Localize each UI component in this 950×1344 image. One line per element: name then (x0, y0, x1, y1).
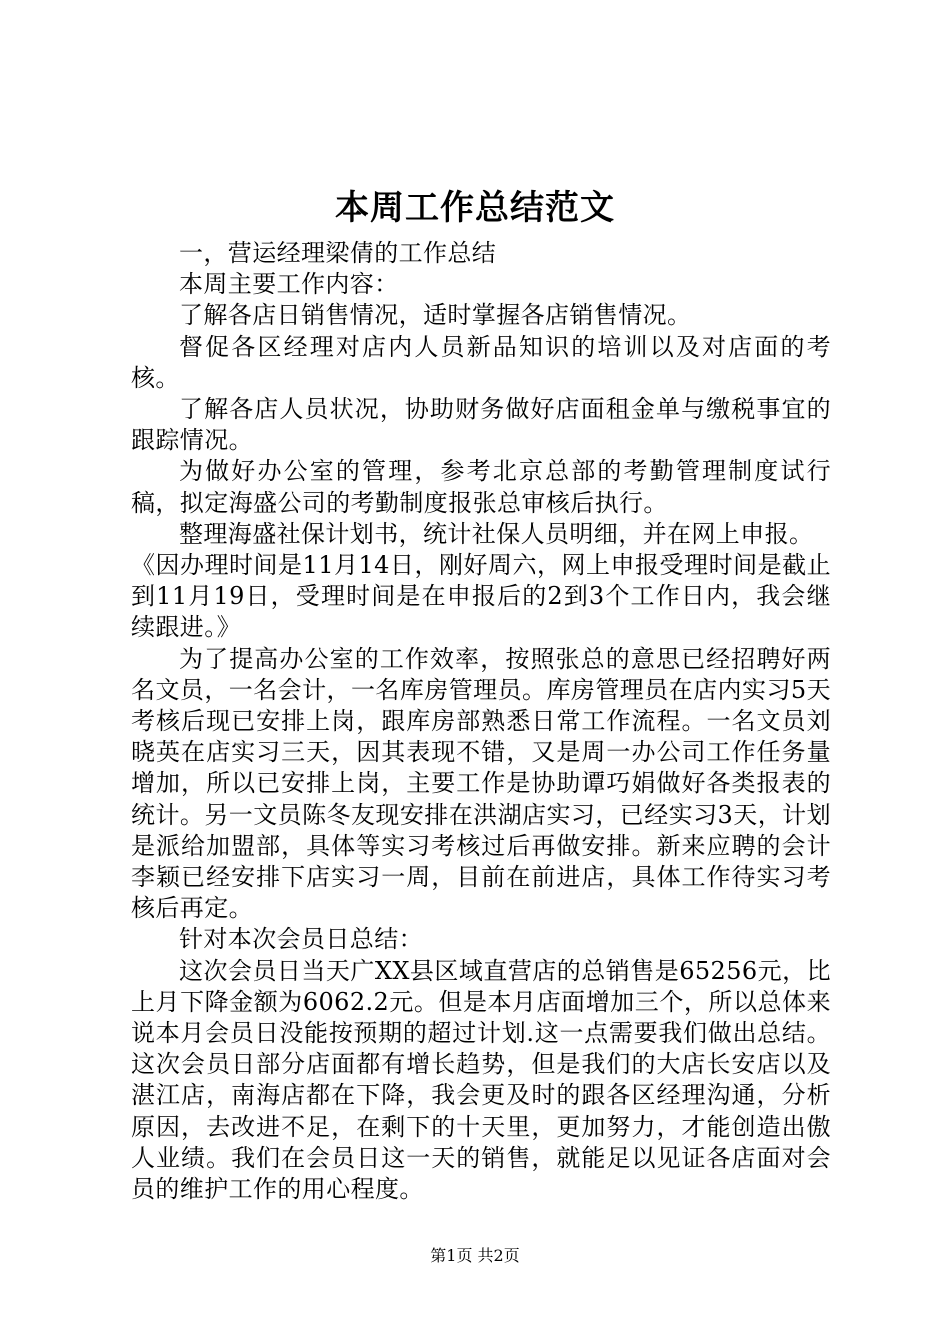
paragraph-social-security: 整理海盛社保计划书，统计社保人员明细，并在网上申报。 (179, 519, 814, 548)
paragraph-member-day-summary: 这次会员日当天广XX县区域直营店的总销售是65256元，比上月下降金额为6062.2元。但是本月店面增加三个，所以总体来说本月会员日没能按预期的超过计划.这一点需要我们做出总结。这次会员日部分店面都有增长趋势，但是我们的大店长安店以及湛江店，南海店都在下降，我会更及时的跟各区经理沟通，分析原因，去改进不足，在剩下的十天里，更加努力，才能创造出傲人业绩。我们在会员日这一天的销售，就能足以见证各店面对会员的维护工作的用心程度。 (131, 956, 831, 1204)
page-footer: 第1页 共2页 (430, 1246, 520, 1265)
document-body (131, 238, 831, 1205)
paragraph-recruitment: 为了提高办公室的工作效率，按照张总的意思已经招聘好两名文员，一名会计，一名库房管理员。库房管理员在店内实习5天考核后现已安排上岗，跟库房部熟悉日常工作流程。一名文员刘晓英在店实习三天，因其表现不错，又是周一办公司工作任务量增加，所以已安排上岗，主要工作是协助谭巧娟做好各类报表的统计。另一文员陈冬友现安排在洪湖店实习，已经实习3天，计划是派给加盟部，具体等实习考核过后再做安排。新来应聘的会计李颖已经安排下店实习一周，目前在前进店，具体工作待实习考核后再定。 (131, 644, 831, 923)
paragraph-member-day-heading: 针对本次会员日总结： (179, 925, 423, 954)
paragraph-training: 督促各区经理对店内人员新品知识的培训以及对店面的考核。 (131, 332, 831, 392)
paragraph-office-management: 为做好办公室的管理，参考北京总部的考勤管理制度试行稿，拟定海盛公司的考勤制度报张总审核后执行。 (131, 457, 831, 517)
paragraph-sales-status: 了解各店日销售情况，适时掌握各店销售情况。 (179, 301, 692, 330)
paragraph-section-heading: 一，营运经理梁倩的工作总结 (179, 239, 497, 267)
paragraph-work-content-heading: 本周主要工作内容： (179, 270, 399, 299)
document-title: 本周工作总结范文 (335, 188, 615, 228)
paragraph-staff-status: 了解各店人员状况，协助财务做好店面租金单与缴税事宜的跟踪情况。 (131, 395, 831, 455)
paragraph-social-security-note: 《因办理时间是11月14日，刚好周六，网上申报受理时间是截止到11月19日，受理时间是在申报后的2到3个工作日内，我会继续跟进。》 (131, 551, 831, 642)
